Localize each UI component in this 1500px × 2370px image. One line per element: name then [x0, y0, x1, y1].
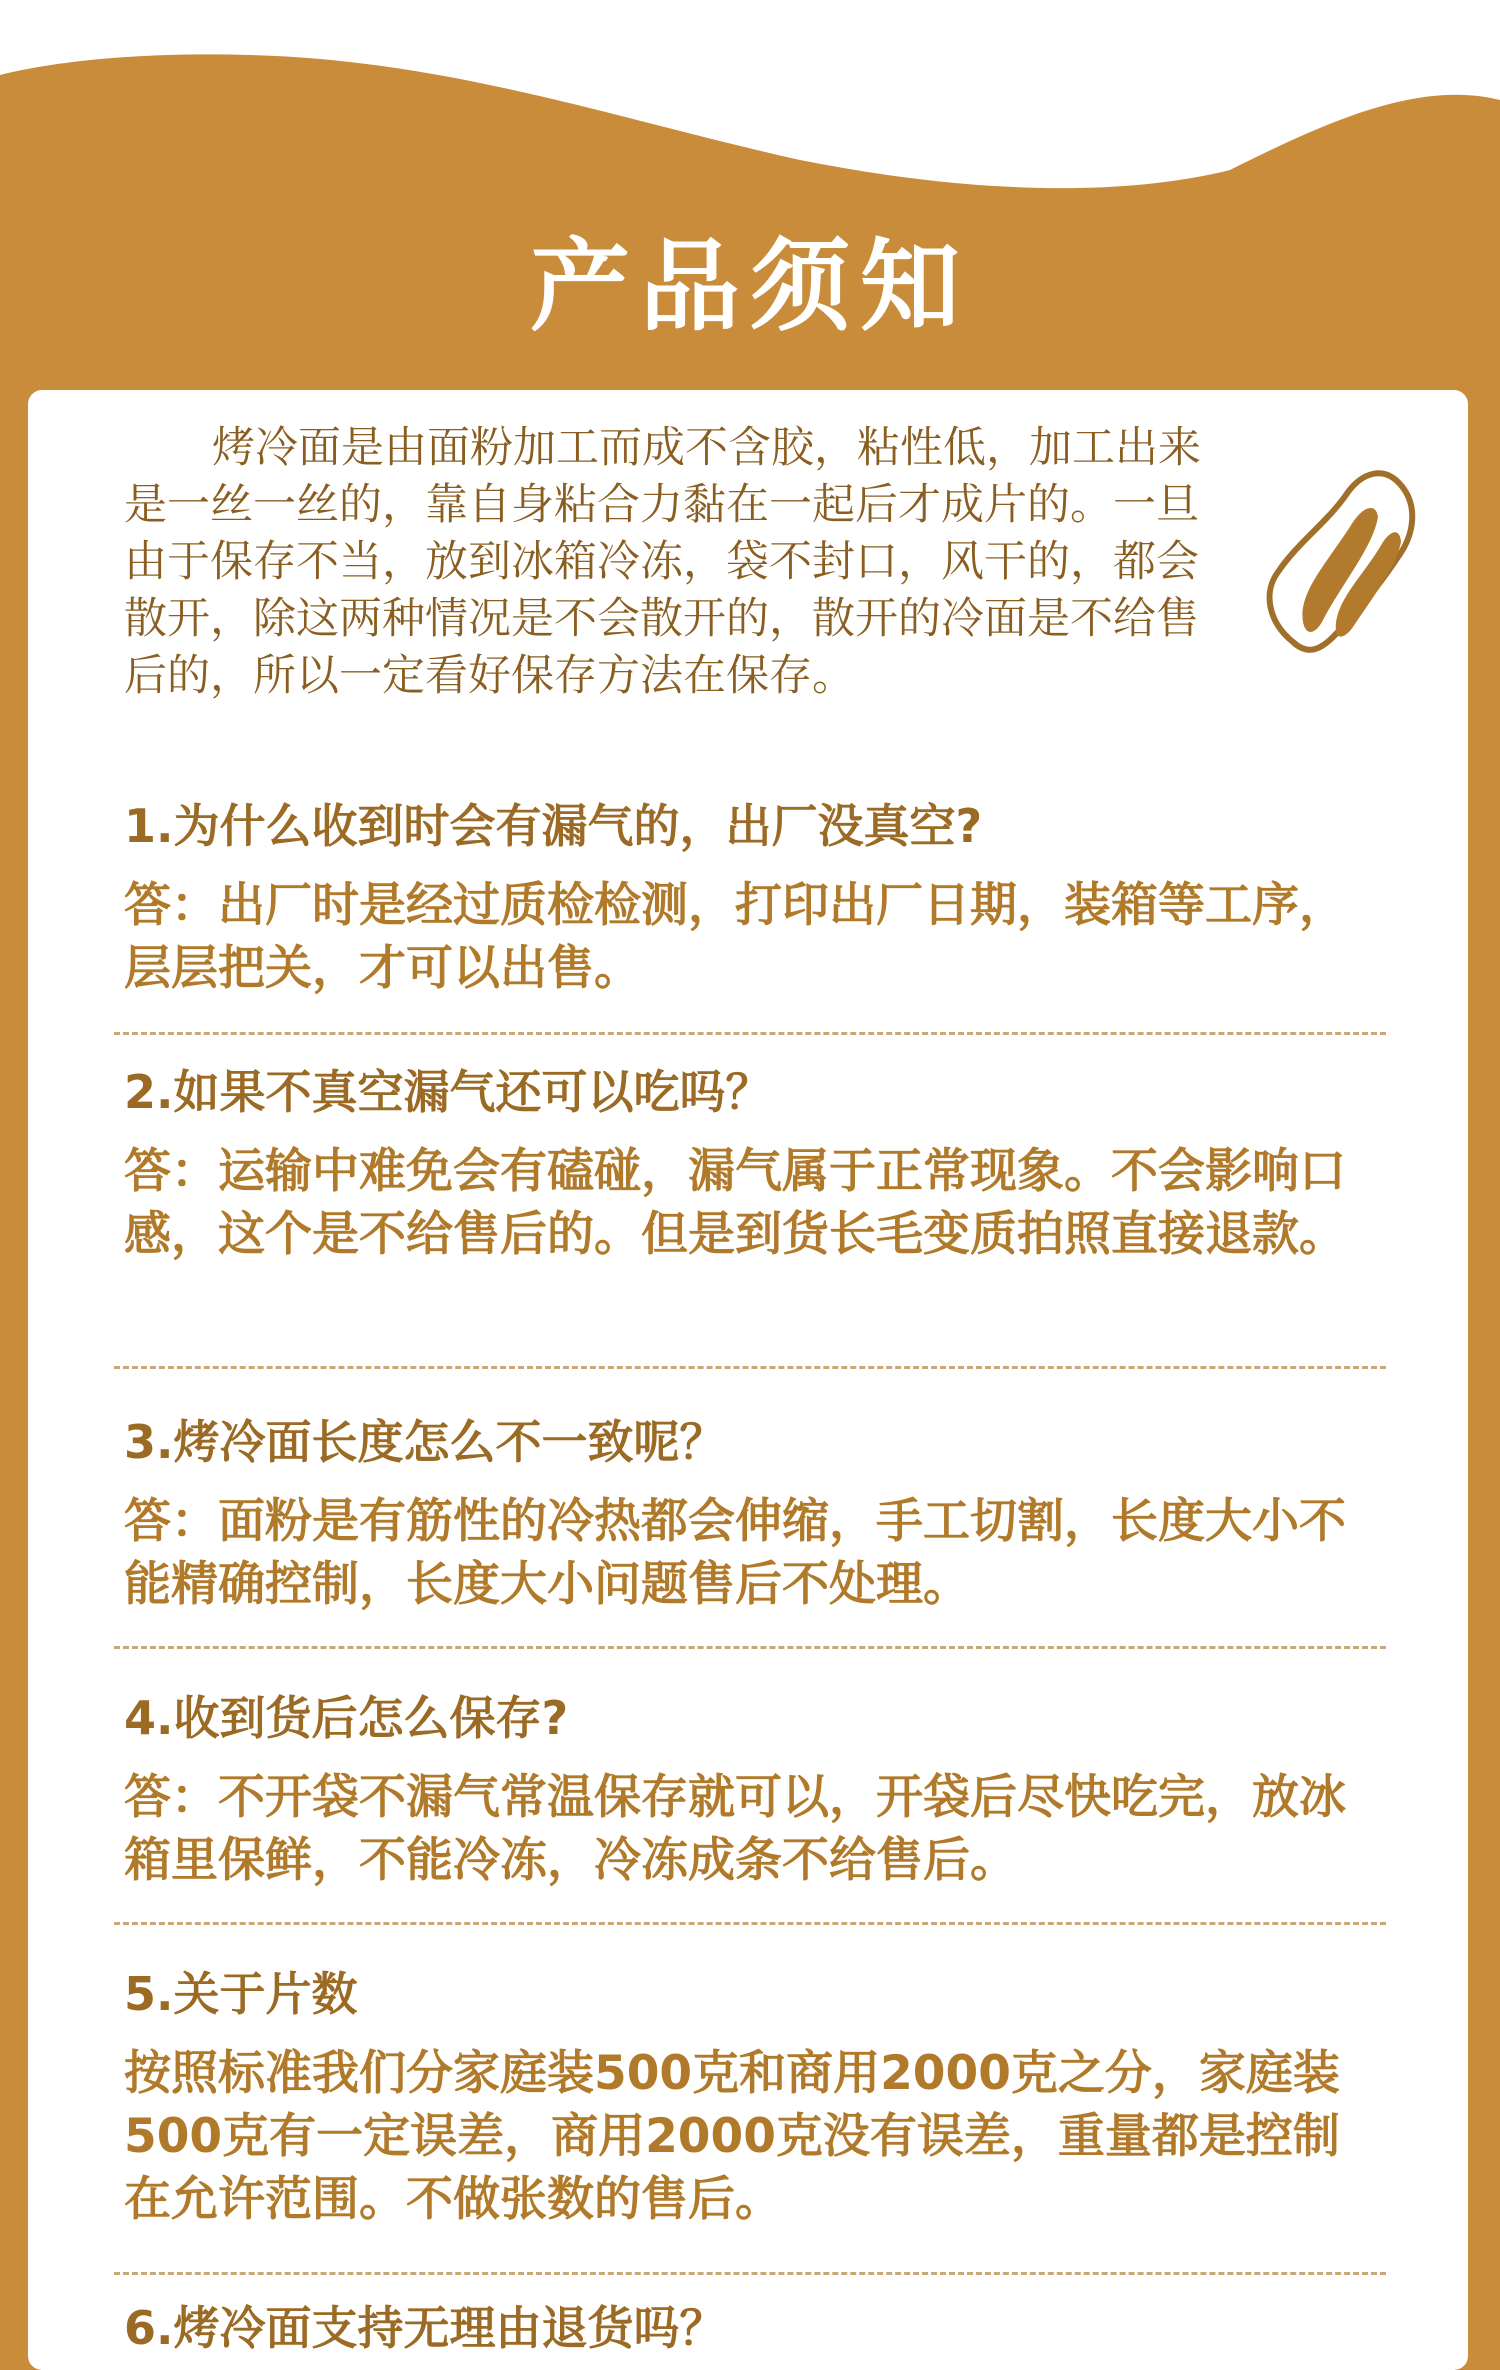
faq-question: 4.收到货后怎么保存? — [124, 1691, 569, 1745]
faq-answer: 答：不开袋不漏气常温保存就可以，开袋后尽快吃完，放冰箱里保鲜，不能冷冻，冷冻成条不给售后。 — [124, 1770, 1346, 1888]
faq-item-1 — [124, 796, 1374, 1000]
faq-item-5 — [124, 1964, 1374, 2231]
faq-item-2 — [124, 1062, 1374, 1266]
faq-item-3 — [124, 1412, 1374, 1616]
faq-answer: 答：面粉是有筋性的冷热都会伸缩，手工切割，长度大小不能精确控制，长度大小问题售后不处理。 — [124, 1494, 1346, 1612]
faq-item-6 — [124, 2298, 1374, 2358]
faq-question: 1.为什么收到时会有漏气的，出厂没真空? — [124, 799, 983, 853]
faq-question: 2.如果不真空漏气还可以吃吗？ — [124, 1065, 772, 1119]
faq-answer: 按照标准我们分家庭装500克和商用2000克之分，家庭装500克有一定误差，商用2000克没有误差，重量都是控制在允许范围。不做张数的售后。 — [124, 2046, 1340, 2227]
faq-question: 6.烤冷面支持无理由退货吗？ — [124, 2301, 726, 2355]
faq-question: 3.烤冷面长度怎么不一致呢？ — [124, 1415, 726, 1469]
dashed-divider — [114, 1032, 1386, 1035]
dashed-divider — [114, 2272, 1386, 2275]
faq-answer: 答：运输中难免会有磕碰，漏气属于正常现象。不会影响口感，这个是不给售后的。但是到货长毛变质拍照直接退款。 — [124, 1144, 1346, 1262]
page-title: 产品须知 — [530, 228, 970, 345]
intro-paragraph: 烤冷面是由面粉加工而成不含胶，粘性低，加工出来是一丝一丝的，靠自身粘合力黏在一起后才成片的。一旦由于保存不当，放到冰箱冷冻，袋不封口，风干的，都会散开，除这两种情况是不会散开的，散开的冷面是不给售后的，所以一定看好保存方法在保存。 — [124, 423, 1201, 701]
header-wave — [0, 0, 1500, 200]
faq-item-4 — [124, 1688, 1374, 1892]
faq-answer: 答：出厂时是经过质检检测，打印出厂日期，装箱等工序，层层把关，才可以出售。 — [124, 878, 1346, 996]
dashed-divider — [114, 1366, 1386, 1369]
dashed-divider — [114, 1646, 1386, 1649]
noodle-slice-icon — [1258, 462, 1420, 662]
dashed-divider — [114, 1922, 1386, 1925]
faq-question: 5.关于片数 — [124, 1967, 358, 2021]
